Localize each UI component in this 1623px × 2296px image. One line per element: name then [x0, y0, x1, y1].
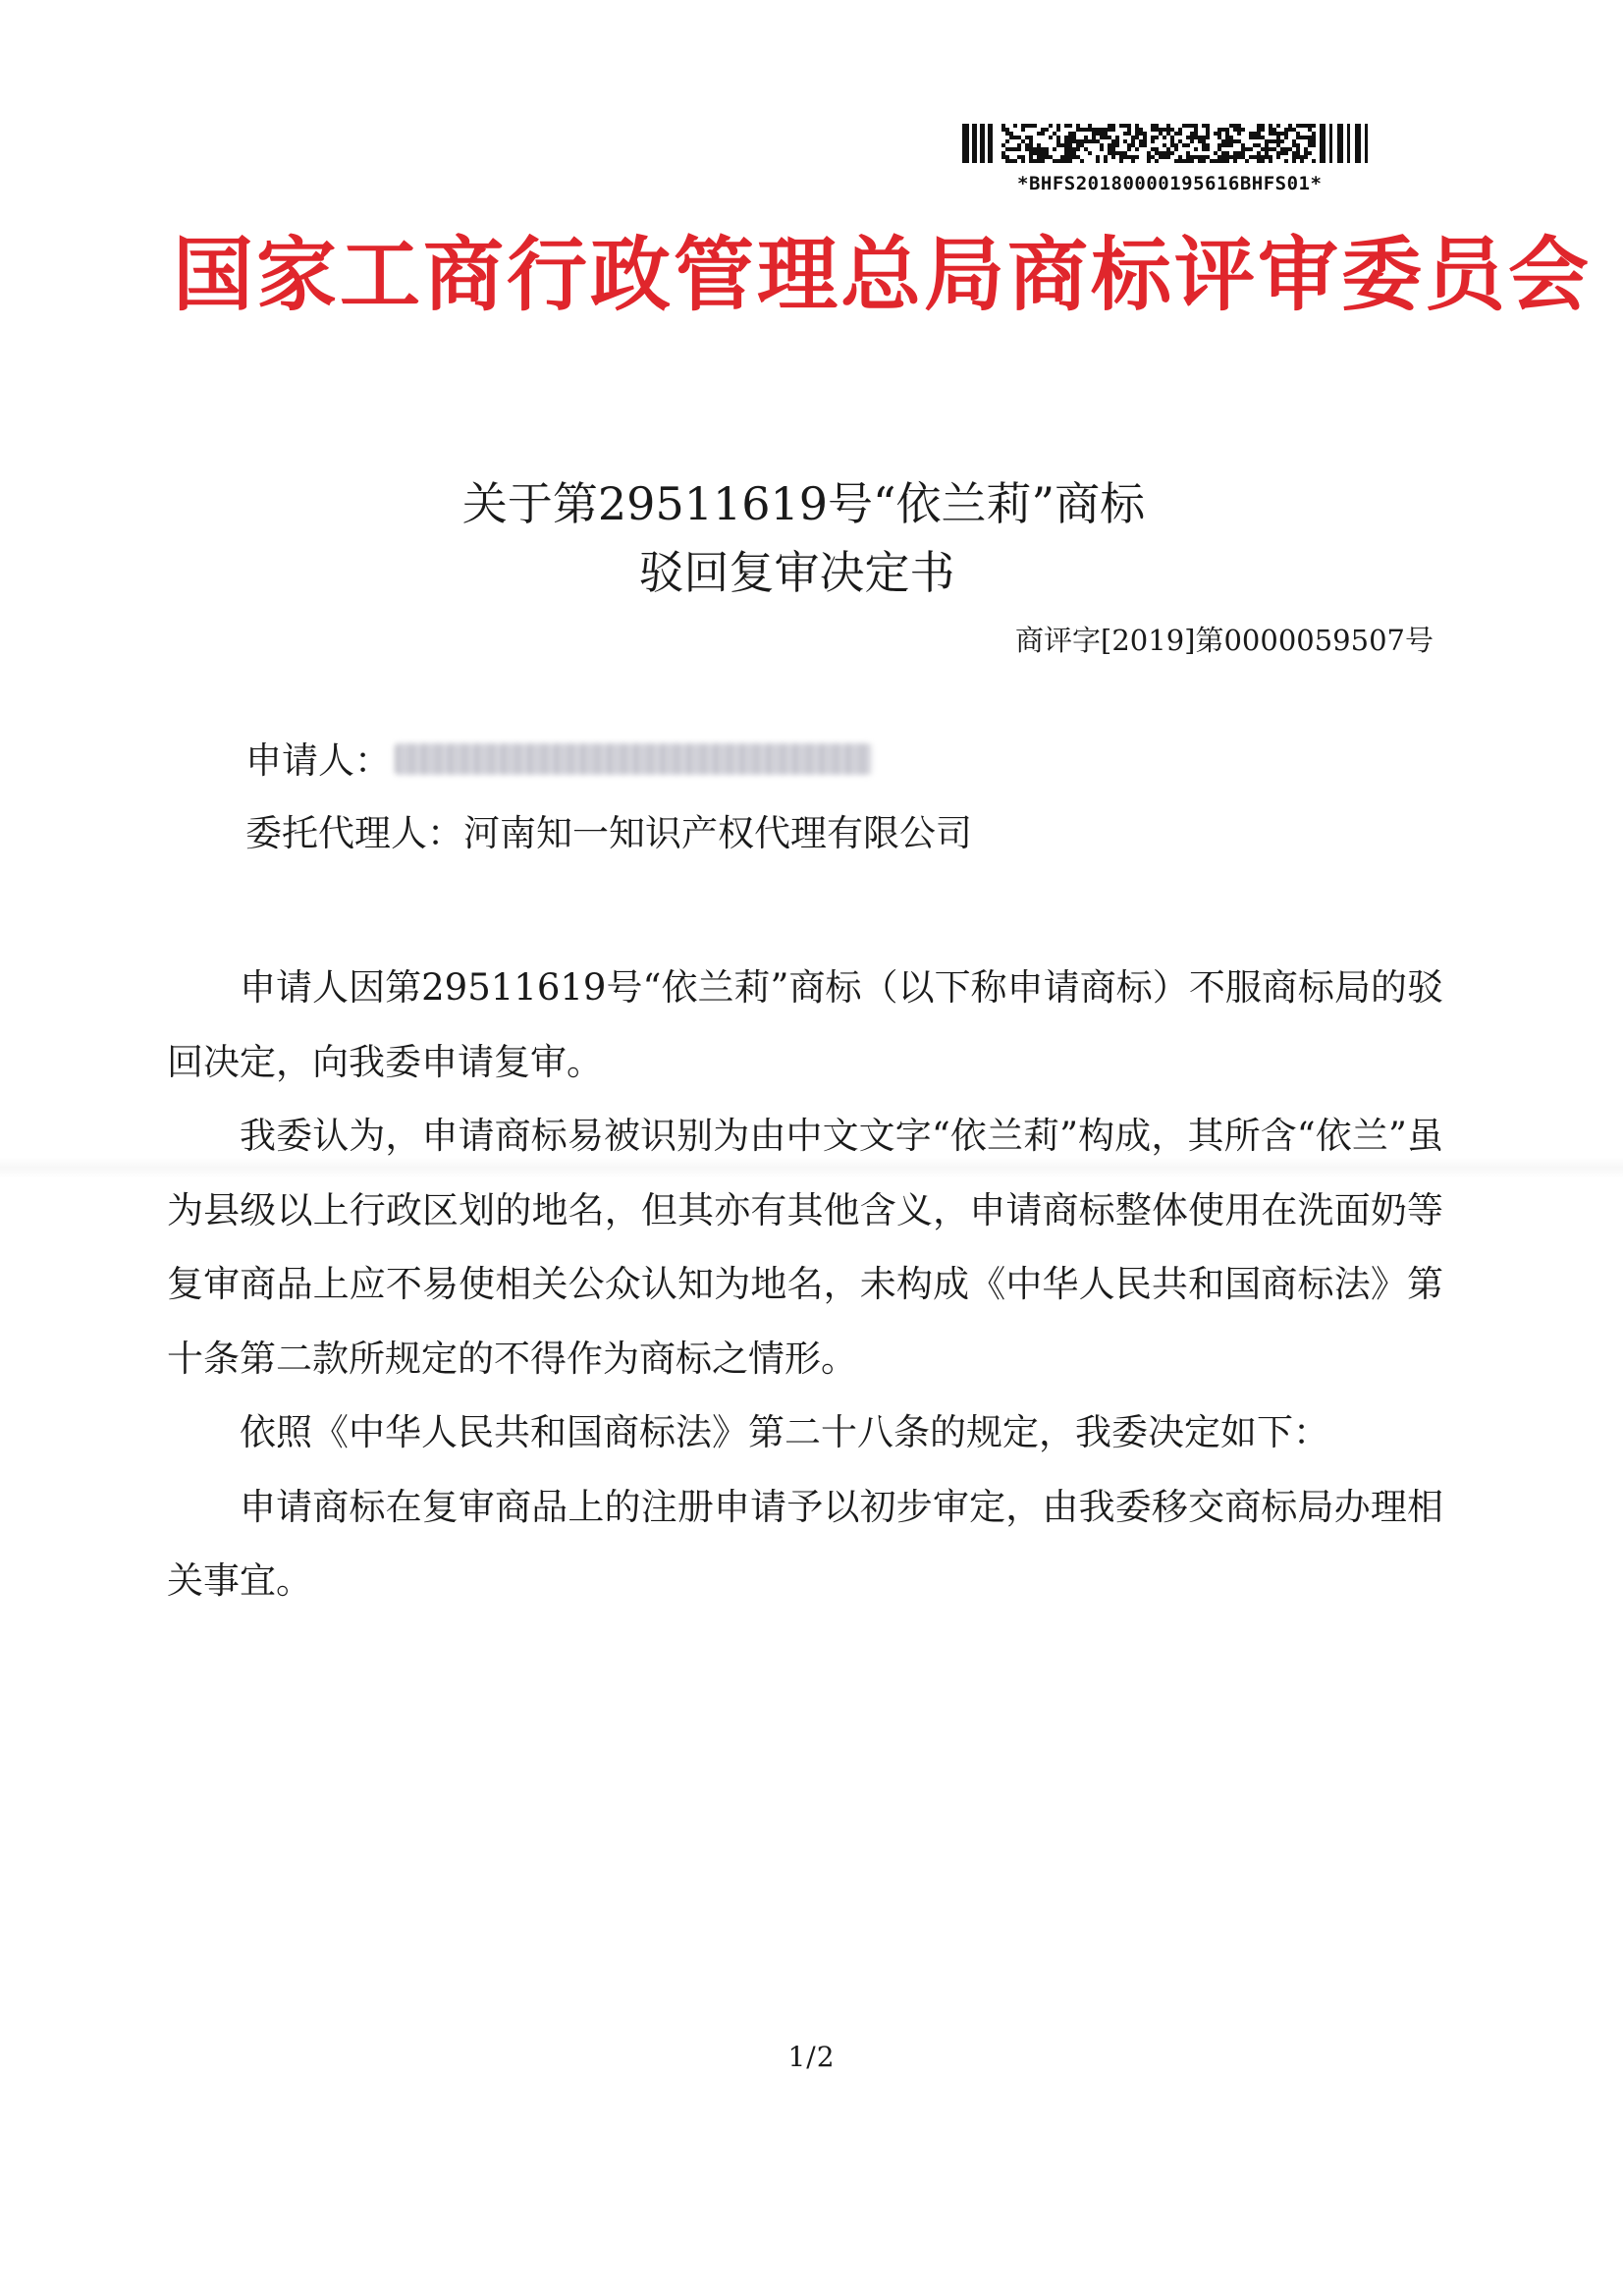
- body-paragraph: 申请商标在复审商品上的注册申请予以初步审定，由我委移交商标局办理相关事宜。: [167, 1485, 1443, 1602]
- applicant-name-redacted: [395, 743, 872, 775]
- decision-body: [167, 951, 1443, 1618]
- barcode-block: [962, 120, 1375, 194]
- barcode-text: *BHFS20180000195616BHFS01*: [1017, 173, 1323, 194]
- reference-number: 商评字[2019]第0000059507号: [1015, 624, 1434, 657]
- body-paragraph: 申请人因第29511619号“依兰莉”商标（以下称申请商标）不服商标局的驳回决定，向我委申请复审。: [167, 966, 1443, 1083]
- applicant-line: [245, 739, 872, 782]
- body-paragraph: 依照《中华人民共和国商标法》第二十八条的规定，我委决定如下：: [240, 1411, 1329, 1453]
- agent-line: [245, 812, 972, 854]
- document-title-line1: 关于第29511619号“依兰莉”商标: [461, 477, 1146, 530]
- agent-label: 委托代理人：: [245, 812, 463, 854]
- organization-header: 国家工商行政管理总局商标评审委员会: [173, 229, 1593, 322]
- barcode-icon: [962, 120, 1375, 167]
- agent-name: 河南知一知识产权代理有限公司: [463, 812, 972, 854]
- applicant-label: 申请人：: [245, 739, 391, 782]
- body-paragraph: 我委认为，申请商标易被识别为由中文文字“依兰莉”构成，其所含“依兰”虽为县级以上行政区划的地名，但其亦有其他含义，申请商标整体使用在洗面奶等复审商品上应不易使相关公众认知为地名，未构成《中华人民共和国商标法》第十条第二款所规定的不得作为商标之情形。: [167, 1115, 1443, 1380]
- page-number: 1/2: [787, 2041, 836, 2073]
- document-title-line2: 驳回复审决定书: [638, 546, 955, 599]
